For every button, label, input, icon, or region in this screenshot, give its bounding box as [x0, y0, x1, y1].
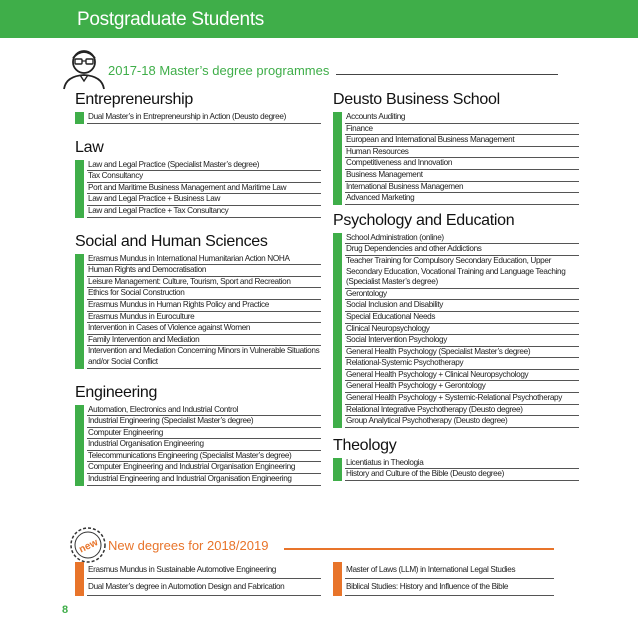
list-item: General Health Psychology (Specialist Master’s degree) [345, 347, 579, 359]
item-list [75, 405, 321, 486]
green-bar [75, 160, 84, 218]
item-list [75, 562, 321, 596]
group-title: Psychology and Education [333, 211, 515, 229]
list-item: International Business Managemen [345, 182, 579, 194]
list-item: Human Resources [345, 147, 579, 159]
group-entrepreneurship [75, 90, 321, 124]
list-item: Industrial Engineering and Industrial Organisation Engineering [87, 474, 321, 486]
list-item: Port and Maritime Business Management and Maritime Law [87, 183, 321, 195]
list-item: Tax Consultancy [87, 171, 321, 183]
left-column [75, 90, 321, 486]
list-item: Group Analytical Psychotherapy (Deusto degree) [345, 416, 579, 428]
new-degrees-left [75, 562, 321, 596]
group-social-human-sciences [75, 232, 321, 369]
group-deusto-business-school [333, 90, 579, 205]
list-item: Erasmus Mundus in International Humanitarian Action NOHA [87, 254, 321, 266]
list-item: Business Management [345, 170, 579, 182]
list-item: European and International Business Management [345, 135, 579, 147]
list-item: Special Educational Needs [345, 312, 579, 324]
item-list [333, 562, 554, 596]
green-bar [75, 254, 84, 369]
list-item: Competitiveness and Innovation [345, 158, 579, 170]
list-item: General Health Psychology + Systemic-Relational Psychotherapy [345, 393, 579, 405]
header-bar [0, 0, 638, 38]
orange-bar [333, 562, 342, 596]
list-item: Drug Dependencies and other Addictions [345, 244, 579, 256]
list-item: Intervention in Cases of Violence against Women [87, 323, 321, 335]
new-degrees-right [333, 562, 554, 596]
list-item: Accounts Auditing [345, 112, 579, 124]
list-item: Law and Legal Practice (Specialist Master’s degree) [87, 160, 321, 172]
item-list [333, 458, 579, 481]
green-bar [75, 112, 84, 124]
group-psychology-education [333, 211, 579, 428]
page-number: 8 [62, 604, 69, 616]
item-list [75, 254, 321, 369]
item-list [75, 112, 321, 124]
green-bar [333, 458, 342, 481]
item-list [333, 112, 579, 205]
right-column [333, 90, 579, 481]
list-item: Erasmus Mundus in Euroculture [87, 312, 321, 324]
list-item: Relational Integrative Psychotherapy (Deusto degree) [345, 405, 579, 417]
orange-divider [284, 548, 554, 550]
list-item: Master of Laws (LLM) in International Legal Studies [345, 562, 554, 579]
list-item: Leisure Management: Culture, Tourism, Sport and Recreation [87, 277, 321, 289]
list-item: Licentiatus in Theologia [345, 458, 579, 470]
group-title: Law [75, 138, 104, 156]
list-item: Clinical Neuropsychology [345, 324, 579, 336]
list-item: Law and Legal Practice + Business Law [87, 194, 321, 206]
group-law [75, 138, 321, 218]
list-item: Erasmus Mundus in Sustainable Automotive Engineering [87, 562, 321, 579]
list-item: Computer Engineering [87, 428, 321, 440]
list-item: Computer Engineering and Industrial Organisation Engineering [87, 462, 321, 474]
list-item: Law and Legal Practice + Tax Consultancy [87, 206, 321, 218]
new-degrees-heading [108, 538, 554, 558]
svg-text:new: new [77, 537, 100, 556]
list-item: General Health Psychology + Clinical Neuropsychology [345, 370, 579, 382]
item-list [75, 160, 321, 218]
list-item: School Administration (online) [345, 233, 579, 245]
group-title: Theology [333, 436, 397, 454]
green-bar [333, 112, 342, 205]
list-item: Family Intervention and Mediation [87, 335, 321, 347]
list-item: Dual Master’s in Entrepreneurship in Action (Deusto degree) [87, 112, 321, 124]
masters-section-heading [108, 63, 558, 83]
list-item: Biblical Studies: History and Influence of the Bible [345, 579, 554, 596]
group-theology [333, 436, 579, 481]
group-title: Deusto Business School [333, 91, 500, 108]
list-item: Teacher Training for Compulsory Secondary Education, Upper Secondary Education, Vocational Training and Language Teaching (Specialist Master’s degree) [345, 256, 579, 289]
list-item: Erasmus Mundus in Human Rights Policy and Practice [87, 300, 321, 312]
list-item: Social Inclusion and Disability [345, 300, 579, 312]
list-item: Social Intervention Psychology [345, 335, 579, 347]
section-divider [336, 74, 558, 75]
group-title: Social and Human Sciences [75, 232, 268, 250]
orange-bar [75, 562, 84, 596]
list-item: Advanced Marketing [345, 193, 579, 205]
list-item: History and Culture of the Bible (Deusto degree) [345, 469, 579, 481]
group-engineering [75, 383, 321, 486]
masters-section-title: 2017-18 Master’s degree programmes [108, 63, 330, 78]
page-title: Postgraduate Students [77, 9, 265, 30]
item-list [333, 233, 579, 428]
new-degrees-title: New degrees for 2018/2019 [108, 538, 269, 553]
list-item: Industrial Engineering (Specialist Master’s degree) [87, 416, 321, 428]
list-item: General Health Psychology + Gerontology [345, 381, 579, 393]
list-item: Ethics for Social Construction [87, 288, 321, 300]
list-item: Gerontology [345, 289, 579, 301]
student-avatar-icon [60, 46, 108, 90]
list-item: Human Rights and Democratisation [87, 265, 321, 277]
group-title: Engineering [75, 383, 158, 401]
list-item: Finance [345, 124, 579, 136]
list-item: Industrial Organisation Engineering [87, 439, 321, 451]
list-item: Dual Master’s degree in Automotion Design and Fabrication [87, 579, 321, 596]
list-item: Relational-Systemic Psychotherapy [345, 358, 579, 370]
list-item: Automation, Electronics and Industrial Control [87, 405, 321, 417]
green-bar [75, 405, 84, 486]
group-title: Entrepreneurship [75, 91, 193, 108]
green-bar [333, 233, 342, 428]
list-item: Telecommunications Engineering (Specialist Master’s degree) [87, 451, 321, 463]
list-item: Intervention and Mediation Concerning Minors in Vulnerable Situations and/or Social Conflict [87, 346, 321, 368]
new-badge-icon [68, 525, 108, 565]
